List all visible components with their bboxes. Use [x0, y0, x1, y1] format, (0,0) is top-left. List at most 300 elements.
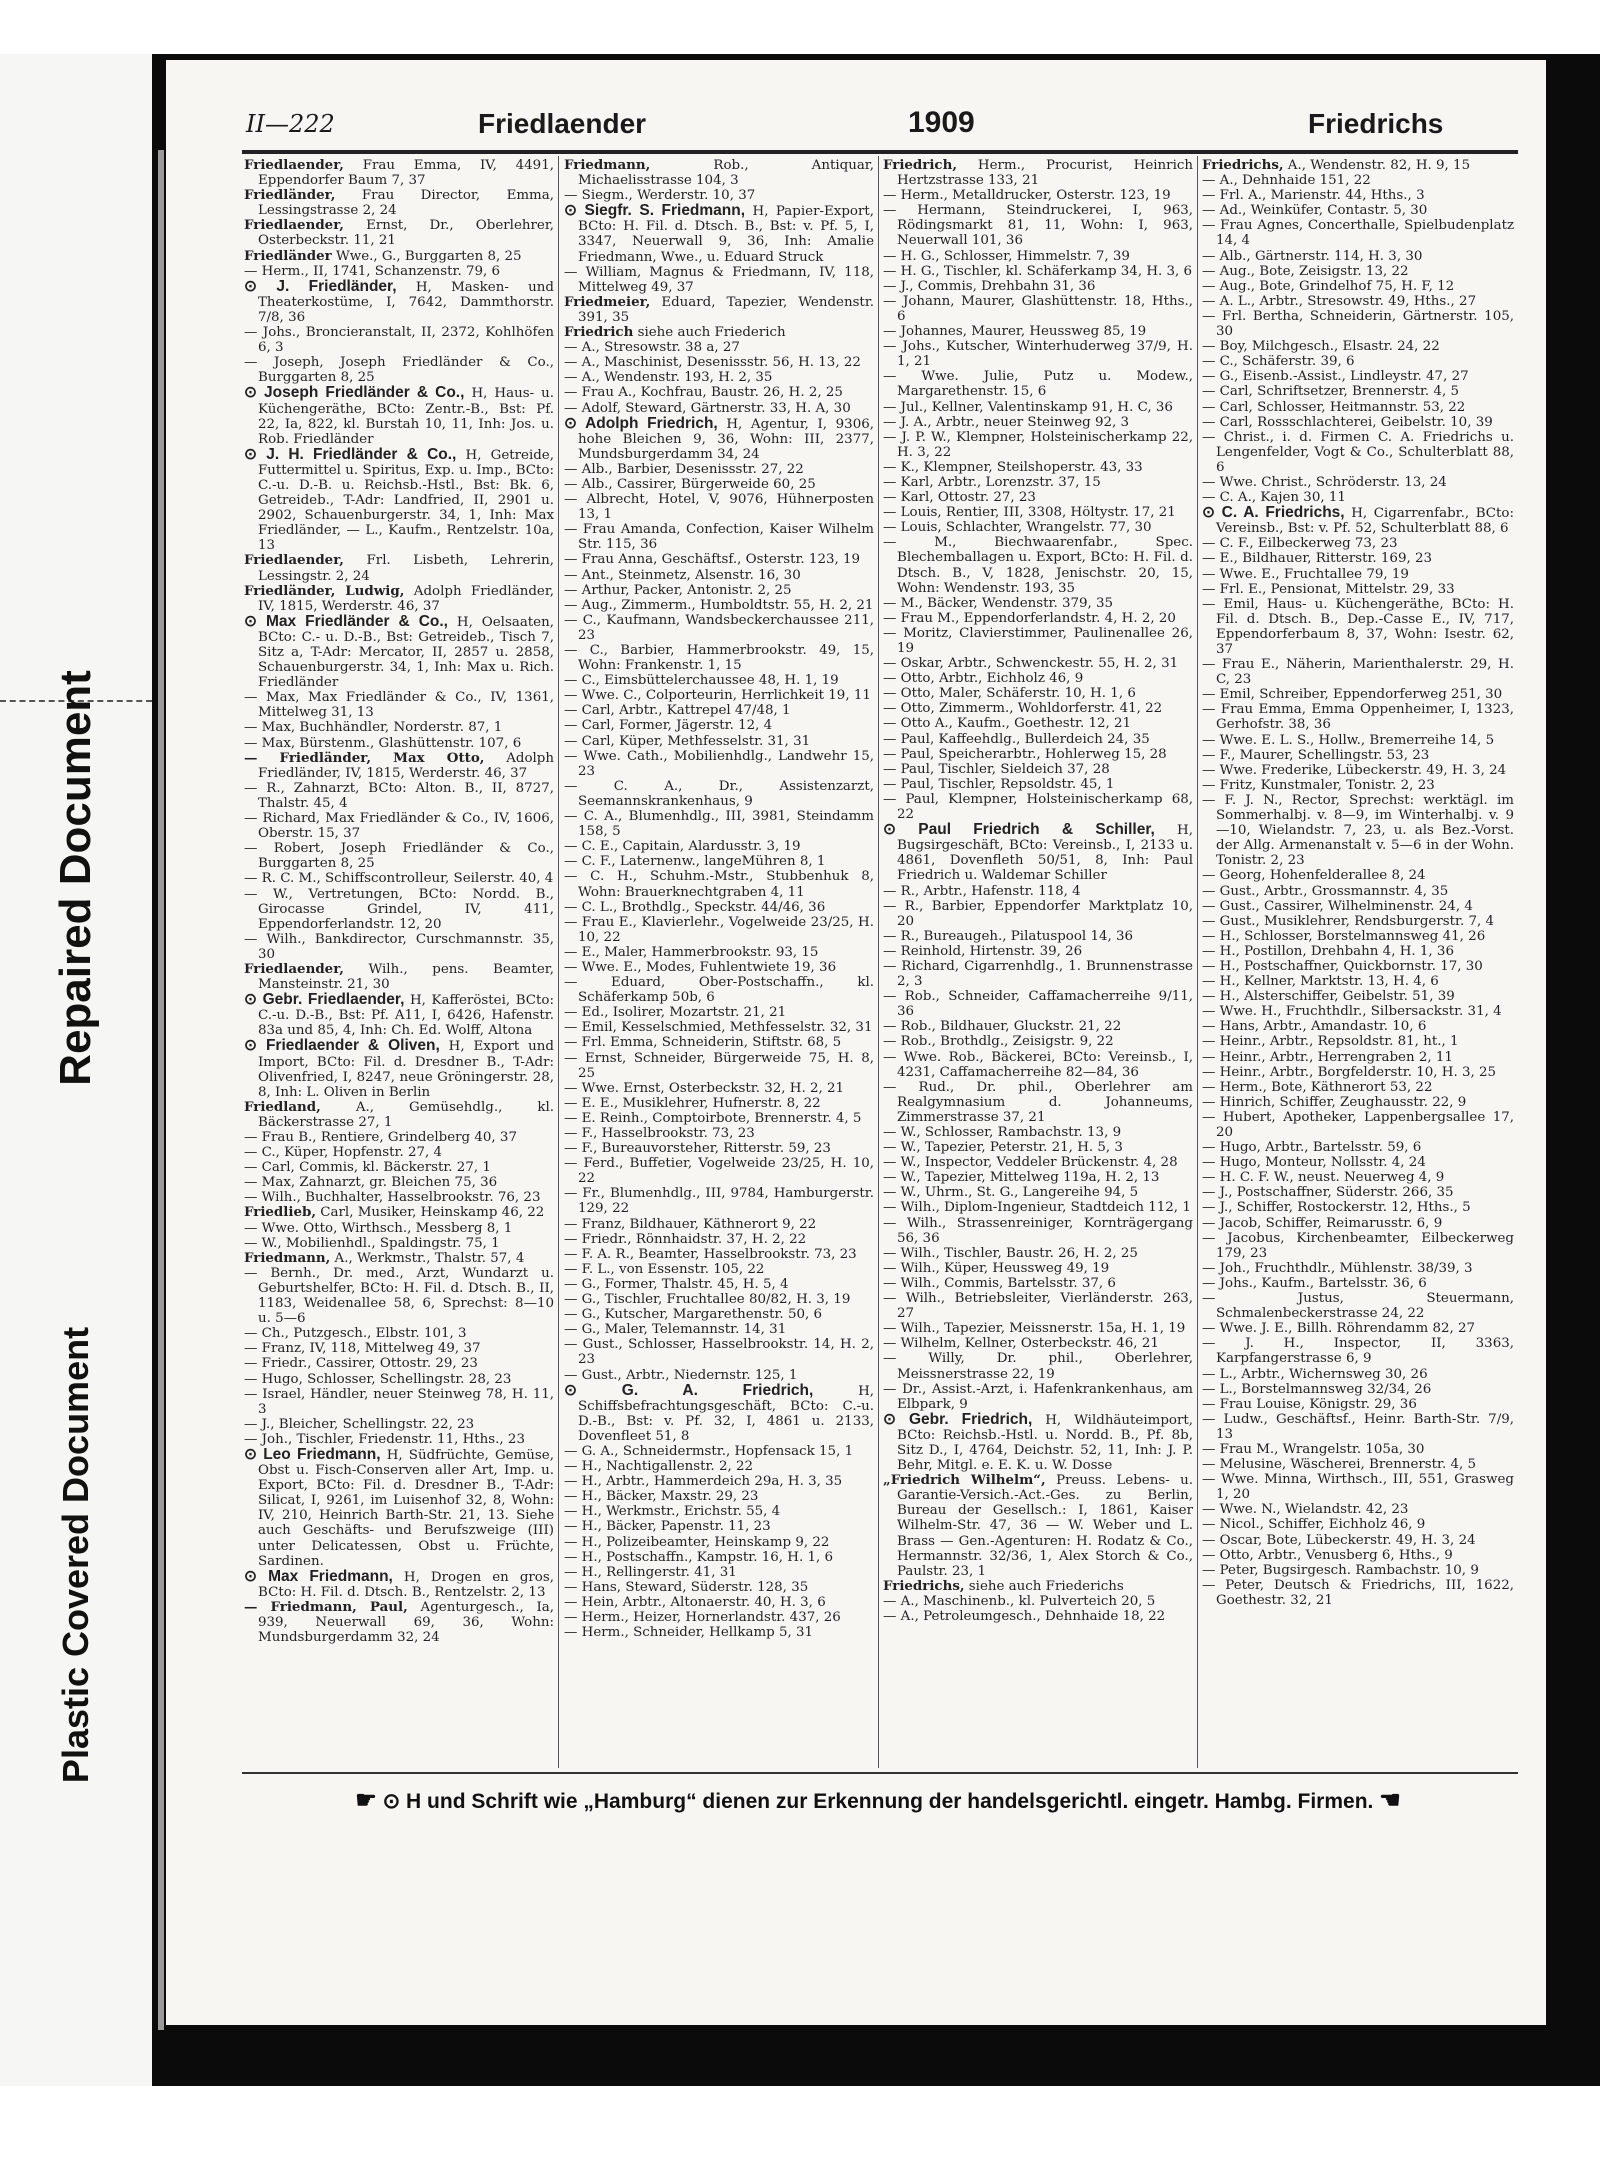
- entry-text: — Wwe. H., Fruchthdlr., Silbersackstr. 31, 4: [1202, 1004, 1502, 1020]
- entry-text: — F. J. N., Rector, Sprechst: werktägl. im Sommerhalbj. v. 8—9, im Winterhalbj. v. 9—10, Wielandstr. 7, 23, u. als Bez.-Vorst. der Allg. Armenanstalt v. 5—6 in der Wohn. Tonistr. 2, 23: [1202, 792, 1514, 869]
- entry-text: — Jacobus, Kirchenbeamter, Eilbeckerweg 179, 23: [1202, 1230, 1514, 1261]
- directory-entry: [883, 203, 1193, 248]
- entry-name: Friedrich: [564, 324, 634, 341]
- entry-text: — Gust., Musiklehrer, Rendsburgerstr. 7, 4: [1202, 913, 1495, 929]
- directory-entry: [883, 626, 1193, 656]
- directory-entry: [883, 989, 1193, 1019]
- entry-text: — C. L., Brothdlg., Speckstr. 44/46, 36: [564, 899, 826, 915]
- directory-entry: [1202, 339, 1514, 354]
- directory-entry: [244, 1175, 554, 1190]
- directory-entry: [883, 1609, 1193, 1624]
- entry-text: A., Werkmstr., Thalstr. 57, 4: [334, 1250, 525, 1266]
- entry-text: — Nicol., Schiffer, Eichholz 46, 9: [1202, 1517, 1426, 1533]
- entry-text: H, Drogen en gros, BCto: H. Fil. d. Dtsch. B., Rentzelstr. 2, 13: [258, 1569, 554, 1600]
- directory-entry: [1202, 1367, 1514, 1382]
- directory-entry: [564, 1005, 874, 1020]
- directory-entry: [564, 295, 874, 325]
- entry-text: — F., Hasselbrookstr. 73, 23: [564, 1126, 755, 1141]
- entry-name: Friedlieb,: [244, 1204, 317, 1221]
- entry-name: ⊙ Siegfr. S. Friedmann,: [564, 202, 746, 220]
- entry-text: — Aug., Bote, Grindelhof 75, H. F, 12: [1202, 278, 1455, 294]
- entry-text: — Wwe. E., Modes, Fuhlentwiete 19, 36: [564, 959, 837, 975]
- directory-entry: [883, 264, 1193, 279]
- entry-text: — H., Rellingerstr. 41, 31: [564, 1564, 737, 1580]
- directory-entry: [244, 1236, 554, 1251]
- directory-entry: [564, 385, 874, 400]
- entry-text: — Frau A., Kochfrau, Baustr. 26, H. 2, 25: [564, 385, 843, 401]
- directory-entry: [564, 1535, 874, 1550]
- entry-text: — C. H., Schuhm.-Mstr., Stubbenhuk 8, Wohn: Brauerknechtgraben 4, 11: [564, 869, 874, 900]
- directory-entry: [1202, 1472, 1514, 1502]
- entry-text: — Bernh., Dr. med., Arzt, Wundarzt u. Geburtshelfer, BCto: H. Fil. d. Dtsch. B., II, 1183, Weidenallee 58, 6, Sprechst: 8—10 u. 5—6: [244, 1265, 554, 1327]
- entry-text: — K., Klempner, Steilshoperstr. 43, 33: [883, 459, 1143, 475]
- entry-text: — H. G., Schlosser, Himmelstr. 7, 39: [883, 248, 1130, 264]
- directory-entry: [244, 1190, 554, 1205]
- directory-entry: [883, 1261, 1193, 1276]
- directory-entry: [1202, 1548, 1514, 1563]
- header-first-name: Friedlaender: [478, 108, 647, 139]
- column-3: [883, 158, 1193, 1768]
- directory-entry: [564, 1519, 874, 1534]
- directory-entry: [564, 1247, 874, 1262]
- directory-entry: [1202, 551, 1514, 566]
- directory-entry: [883, 369, 1193, 399]
- directory-entry: [1202, 536, 1514, 551]
- directory-entry: [1202, 354, 1514, 369]
- entry-text: — C., Schäferstr. 39, 6: [1202, 354, 1355, 370]
- directory-entry: [883, 822, 1193, 883]
- entry-text: Wwe., G., Burggarten 8, 25: [336, 248, 522, 264]
- entry-name: ⊙ Max Friedländer & Co.,: [244, 612, 448, 630]
- entry-text: — Alb., Cassirer, Bürgerweide 60, 25: [564, 476, 816, 492]
- entry-name: „Friedrich Wilhelm“,: [883, 1472, 1046, 1489]
- entry-text: — Carl, Schriftsetzer, Brennerstr. 4, 5: [1202, 384, 1459, 400]
- directory-entry: [883, 732, 1193, 747]
- entry-name: Friedmeier,: [564, 293, 651, 310]
- entry-text: — H., Bäcker, Papenstr. 11, 23: [564, 1519, 771, 1535]
- entry-text: — F. A. R., Beamter, Hasselbrookstr. 73, 23: [564, 1246, 857, 1262]
- directory-entry: [244, 751, 554, 781]
- entry-text: — Frl. E., Pensionat, Mittelstr. 29, 33: [1202, 581, 1455, 597]
- entry-text: — Alb., Gärtnerstr. 114, H. 3, 30: [1202, 248, 1423, 264]
- entry-text: — Frau Louise, Königstr. 29, 36: [1202, 1396, 1417, 1412]
- directory-entry: [1202, 1517, 1514, 1532]
- entry-text: — Oskar, Arbtr., Schwenckestr. 55, H. 2, 31: [883, 656, 1179, 672]
- entry-text: — E., Bildhauer, Ritterstr. 169, 23: [1202, 551, 1433, 567]
- directory-entry: [1202, 1336, 1514, 1366]
- entry-name: ⊙ Joseph Friedländer & Co.,: [244, 384, 465, 402]
- directory-entry: [1202, 1065, 1514, 1080]
- directory-entry: [564, 960, 874, 975]
- column-divider: [878, 156, 879, 1768]
- directory-entry: [244, 325, 554, 355]
- entry-text: — Rob., Brothdlg., Zeisigstr. 9, 22: [883, 1034, 1114, 1050]
- entry-name: Friedrich,: [883, 158, 957, 173]
- entry-text: — Hugo, Arbtr., Bartelsstr. 59, 6: [1202, 1140, 1422, 1156]
- entry-text: — Moritz, Clavierstimmer, Paulinenallee 26, 19: [883, 625, 1193, 656]
- entry-text: — E., Maler, Hammerbrookstr. 93, 15: [564, 944, 819, 960]
- entry-text: — Herm., Heizer, Hornerlandstr. 437, 26: [564, 1610, 841, 1625]
- entry-text: — Peter, Deutsch & Friedrichs, III, 1622, Goethestr. 32, 21: [1202, 1577, 1514, 1608]
- directory-entry: [244, 1387, 554, 1417]
- directory-entry: [883, 656, 1193, 671]
- directory-entry: [883, 671, 1193, 686]
- directory-entry: [564, 839, 874, 854]
- directory-entry: [564, 265, 874, 295]
- entry-text: — C. A., Blumenhdlg., III, 3981, Steindamm 158, 5: [564, 809, 874, 840]
- entry-text: — J., Schiffer, Rostockerstr. 12, Hths., 5: [1202, 1200, 1471, 1216]
- entry-text: — Aug., Zimmerm., Humboldtstr. 55, H. 2, 21: [564, 597, 874, 613]
- entry-text: — M., Bäcker, Wendenstr. 379, 35: [883, 595, 1114, 611]
- entry-text: — G. A., Schneidermstr., Hopfensack 15, 1: [564, 1443, 854, 1459]
- repaired-document-label: Repaired Document: [51, 670, 100, 1086]
- directory-entry: [1202, 1200, 1514, 1215]
- directory-entry: [883, 944, 1193, 959]
- directory-entry: [1202, 1110, 1514, 1140]
- entry-text: — Wwe. Otto, Wirthsch., Messberg 8, 1: [244, 1220, 513, 1236]
- entry-text: — Karl, Ottostr. 27, 23: [883, 490, 1036, 506]
- directory-entry: [1202, 597, 1514, 657]
- entry-name: ⊙ Gebr. Friedlaender,: [244, 991, 405, 1009]
- directory-entry: [1202, 490, 1514, 505]
- entry-text: — Ernst, Schneider, Bürgerweide 75, H. 8, 25: [564, 1050, 874, 1081]
- directory-entry: [883, 1473, 1193, 1579]
- page-number: II—222: [246, 110, 335, 138]
- directory-entry: [564, 1217, 874, 1232]
- directory-entry: [564, 492, 874, 522]
- entry-text: — Melusine, Wäscherei, Brennerstr. 4, 5: [1202, 1457, 1477, 1473]
- directory-entry: [564, 1277, 874, 1292]
- entry-text: — J., Postschaffner, Süderstr. 266, 35: [1202, 1185, 1454, 1201]
- column-divider: [1197, 156, 1198, 1768]
- directory-entry: [883, 1200, 1193, 1215]
- directory-entry: [564, 1156, 874, 1186]
- directory-entry: [883, 762, 1193, 777]
- directory-entry: [883, 899, 1193, 929]
- directory-entry: [883, 339, 1193, 369]
- directory-entry: [1202, 1442, 1514, 1457]
- entry-text: — G., Maler, Telemannstr. 14, 31: [564, 1322, 787, 1338]
- directory-entry: [1202, 415, 1514, 430]
- directory-entry: [564, 203, 874, 264]
- entry-text: — Wilh., Betriebsleiter, Vierländerstr. 263, 27: [883, 1291, 1193, 1322]
- directory-entry: [1202, 1578, 1514, 1608]
- entry-text: H, Wildhäuteimport, BCto: Reichsb.-Hstl. u. Nordd. B., Pf. 8b, Sitz D., I, 4764, Deichstr. 52, 11, Inh: J. P. Behr, Mitgl. e. E. K. u. W. Dosse: [897, 1412, 1193, 1474]
- directory-entry: [244, 355, 554, 385]
- directory-entry: [564, 1126, 874, 1141]
- directory-entry: [1202, 959, 1514, 974]
- directory-entry: [244, 736, 554, 751]
- directory-entry: [1202, 294, 1514, 309]
- directory-entry: [564, 1610, 874, 1625]
- entry-text: Frl. Lisbeth, Lehrerin, Lessingstr. 2, 24: [258, 553, 554, 584]
- directory-entry: [883, 792, 1193, 822]
- entry-text: — E. E., Musiklehrer, Hufnerstr. 8, 22: [564, 1095, 821, 1111]
- entry-text: — Johannes, Maurer, Heussweg 85, 19: [883, 324, 1147, 340]
- entry-text: — Paul, Kaffeehdlg., Bullerdeich 24, 35: [883, 731, 1150, 747]
- entry-text: — Otto, Zimmerm., Wohldorferstr. 41, 22: [883, 701, 1163, 717]
- directory-entry: [564, 718, 874, 733]
- header-last-name: Friedrichs: [1308, 108, 1444, 139]
- directory-entry: [564, 462, 874, 477]
- entry-text: — G., Tischler, Fruchtallee 80/82, H. 3, 19: [564, 1292, 851, 1308]
- directory-entry: [564, 1459, 874, 1474]
- entry-name: ⊙ J. Friedländer,: [244, 277, 397, 295]
- directory-entry: [244, 1600, 554, 1645]
- entry-text: Wilh., pens. Beamter, Mansteinstr. 21, 30: [258, 961, 554, 993]
- directory-entry: [883, 430, 1193, 460]
- directory-entry: [564, 809, 874, 839]
- entry-text: — Wwe. Julie, Putz u. Modew., Margarethenstr. 15, 6: [883, 369, 1193, 400]
- directory-entry: [564, 1262, 874, 1277]
- entry-text: — W., Vertretungen, BCto: Nordd. B., Girocasse Grindel, IV, 411, Eppendorferlandstr. 12, 20: [244, 886, 554, 932]
- entry-text: — Gust., Arbtr., Niedernstr. 125, 1: [564, 1367, 798, 1383]
- entry-text: — Joh., Tischler, Friedenstr. 11, Hths., 23: [244, 1431, 525, 1447]
- entry-text: — Georg, Hohenfelderallee 8, 24: [1202, 868, 1426, 884]
- entry-text: — Emil, Haus- u. Küchengeräthe, BCto: H. Fil. d. Dtsch. B., Dep.-Casse E., IV, 717, Eppendorferbaum 8, 37, Wohn: Isestr. 62, 37: [1202, 596, 1514, 657]
- entry-text: — Fr., Blumenhdlg., III, 9784, Hamburgerstr. 129, 22: [564, 1186, 874, 1217]
- entry-text: — Alb., Barbier, Desenissstr. 27, 22: [564, 461, 804, 477]
- directory-entry: [244, 1160, 554, 1175]
- directory-entry: [1202, 475, 1514, 490]
- entry-text: — H., Polizeibeamter, Heinskamp 9, 22: [564, 1534, 830, 1550]
- entry-text: — H., Nachtigallenstr. 2, 22: [564, 1459, 754, 1475]
- entry-text: — R. C. M., Schiffscontrolleur, Seilerstr. 40, 4: [244, 871, 554, 887]
- directory-entry: [1202, 884, 1514, 899]
- directory-entry: [564, 1383, 874, 1444]
- entry-text: — R., Zahnarzt, BCto: Alton. B., II, 8727, Thalstr. 45, 4: [244, 780, 554, 811]
- entry-text: — W., Mobilienhdl., Spaldingstr. 75, 1: [244, 1235, 500, 1251]
- entry-text: Preuss. Lebens- u. Garantie-Versich.-Act.-Ges. zu Berlin, Bureau der Gesellsch.: I, 1861, Kaiser Wilhelm-Str. 47, 36 — W. Weber und L. Brass — Gen.-Agenturen: H. Rodatz & Co., Hermannstr. 32/36, 1, Alex Storch & Co., Paulstr. 23, 1: [897, 1473, 1193, 1579]
- directory-entry: [564, 1186, 874, 1216]
- directory-entry: [564, 416, 874, 462]
- directory-entry: [564, 734, 874, 749]
- entry-text: — C. F., Eilbeckerweg 73, 23: [1202, 536, 1398, 552]
- directory-entry: [1202, 1321, 1514, 1336]
- entry-text: — M., Biechwaarenfabr., Spec. Blechemballagen u. Export, BCto: H. Fil. d. Dtsch. B., V, 1828, Jenischstr. 20, 15, Wohn: Wendenstr. 193, 35: [883, 535, 1193, 596]
- directory-entry: [1202, 1533, 1514, 1548]
- pointing-hand-icon: ☛: [355, 1787, 377, 1814]
- entry-text: — Frl. Emma, Schneiderin, Stiftstr. 68, 5: [564, 1035, 842, 1051]
- entry-text: — Johs., Kaufm., Bartelsstr. 36, 6: [1202, 1275, 1427, 1291]
- entry-text: Ernst, Dr., Oberlehrer, Osterbeckstr. 11, 21: [258, 218, 554, 249]
- directory-entry: [883, 596, 1193, 611]
- entry-text: Agenturgesch., Ia, 939, Neuerwall 69, 36, Wohn: Mundsburgerdamm 32, 24: [258, 1599, 554, 1646]
- entry-text: Rob., Antiquar, Michaelisstrasse 104, 3: [578, 158, 874, 189]
- entry-text: — Rob., Schneider, Caffamacherreihe 9/11, 36: [883, 989, 1193, 1020]
- entry-text: — Hugo, Schlosser, Schellingstr. 28, 23: [244, 1371, 512, 1387]
- entry-text: — Frau Agnes, Concerthalle, Spielbudenplatz 14, 4: [1202, 218, 1514, 249]
- directory-entry: [564, 355, 874, 370]
- entry-text: — Frau E., Klavierlehr., Vogelweide 23/25, H. 10, 22: [564, 914, 874, 945]
- entry-text: — Hugo, Monteur, Nollsstr. 4, 24: [1202, 1155, 1426, 1171]
- entry-text: — Karl, Arbtr., Lorenzstr. 37, 15: [883, 474, 1101, 490]
- directory-entry: [883, 1246, 1193, 1261]
- directory-entry: [883, 324, 1193, 339]
- directory-entry: [1202, 687, 1514, 702]
- directory-entry: [1202, 1080, 1514, 1095]
- entry-text: — C. E., Capitain, Alardusstr. 3, 19: [564, 839, 801, 855]
- entry-text: — Johs., Kutscher, Winterhuderweg 37/9, H. 1, 21: [883, 339, 1193, 370]
- entry-text: — F., Maurer, Schellingstr. 53, 23: [1202, 747, 1430, 763]
- directory-entry: [244, 1221, 554, 1236]
- directory-entry: [564, 703, 874, 718]
- entry-text: — Ch., Putzgesch., Elbstr. 101, 3: [244, 1326, 467, 1342]
- entry-text: — Ad., Weinküfer, Contastr. 5, 30: [1202, 203, 1428, 219]
- directory-entry: [883, 535, 1193, 595]
- entry-text: — Frau E., Näherin, Marienthalerstr. 29, H. C, 23: [1202, 657, 1514, 688]
- entry-text: — Christ., i. d. Firmen C. A. Friedrichs u. Lengenfelder, Vogt & Co., Schulterblatt 88, 6: [1202, 429, 1514, 475]
- directory-entry: [883, 686, 1193, 701]
- entry-text: — Paul, Klempner, Holsteinischerkamp 68, 22: [883, 791, 1193, 823]
- entry-text: — Reinhold, Hirtenstr. 39, 26: [883, 943, 1083, 959]
- directory-entry: [564, 522, 874, 552]
- directory-entry: [244, 690, 554, 720]
- directory-entry: [564, 1035, 874, 1050]
- entry-text: — Aug., Bote, Zeisigstr. 13, 22: [1202, 263, 1409, 279]
- entry-text: — Frl. Bertha, Schneiderin, Gärtnerstr. 105, 30: [1202, 308, 1514, 340]
- directory-entry: [1202, 369, 1514, 384]
- directory-entry: [883, 1579, 1193, 1594]
- entry-name: ⊙ Adolph Friedrich,: [564, 414, 718, 432]
- entry-name: ⊙ G. A. Friedrich,: [564, 1381, 814, 1399]
- directory-entry: [883, 716, 1193, 731]
- entry-name: ⊙ Gebr. Friedrich,: [883, 1410, 1033, 1428]
- entry-name: Friedmann,: [244, 1249, 331, 1266]
- entry-text: — Carl, Arbtr., Kattrepel 47/48, 1: [564, 703, 791, 719]
- entry-name: Friedrichs,: [1202, 158, 1284, 173]
- directory-entry: [564, 1504, 874, 1519]
- entry-text: Herm., Procurist, Heinrich Hertzstrasse 133, 21: [897, 158, 1193, 189]
- directory-entry: [564, 643, 874, 673]
- entry-text: — Frau Amanda, Confection, Kaiser Wilhelm Str. 115, 36: [564, 522, 874, 553]
- entry-name: ⊙ Max Friedmann,: [244, 1567, 393, 1585]
- directory-entry: [1202, 188, 1514, 203]
- directory-entry: [1202, 1397, 1514, 1412]
- entry-text: — Ant., Steinmetz, Alsenstr. 16, 30: [564, 567, 801, 583]
- directory-entry: [1202, 778, 1514, 793]
- entry-text: — W., Schlosser, Rambachstr. 13, 9: [883, 1125, 1122, 1140]
- directory-entry: [244, 781, 554, 811]
- directory-entry: [244, 614, 554, 690]
- entry-name: ⊙ Leo Friedmann,: [244, 1445, 381, 1463]
- entry-text: — Ludw., Geschäftsf., Heinr. Barth-Str. 7/9, 13: [1202, 1411, 1514, 1442]
- entry-text: Adolph Friedländer, IV, 1815, Werderstr. 46, 37: [258, 750, 554, 781]
- directory-entry: [244, 218, 554, 248]
- entry-text: — Max, Bürstenm., Glashüttenstr. 107, 6: [244, 735, 522, 751]
- directory-entry: [1202, 173, 1514, 188]
- entry-text: — F., Bureauvorsteher, Ritterstr. 59, 23: [564, 1141, 831, 1157]
- directory-entry: [1202, 657, 1514, 687]
- entry-text: — Frau Anna, Geschäftsf., Osterstr. 123, 19: [564, 552, 861, 568]
- entry-text: — Rud., Dr. phil., Oberlehrer am Realgymnasium d. Johanneums, Zimmerstrasse 37, 21: [883, 1079, 1193, 1125]
- entry-text: — Carl, Former, Jägerstr. 12, 4: [564, 718, 773, 734]
- directory-entry: [1202, 763, 1514, 778]
- directory-entry: [883, 294, 1193, 324]
- entry-text: siehe auch Friederichs: [968, 1578, 1124, 1594]
- entry-text: H, Cigarrenfabr., BCto: Vereinsb., Bst: v. Pf. 52, Schulterblatt 88, 6: [1216, 506, 1514, 537]
- entry-text: — Wwe. Minna, Wirthsch., III, 551, Grasweg 1, 20: [1202, 1472, 1514, 1503]
- entry-text: — Arthur, Packer, Antonistr. 2, 25: [564, 582, 792, 598]
- directory-entry: [564, 975, 874, 1005]
- entry-text: — Johann, Maurer, Glashüttenstr. 18, Hths., 6: [883, 293, 1193, 324]
- directory-entry: [1202, 1019, 1514, 1034]
- directory-entry: [244, 932, 554, 962]
- entry-text: — Richard, Max Friedländer & Co., IV, 1606, Oberstr. 15, 37: [244, 811, 554, 842]
- directory-entry: [564, 749, 874, 779]
- entry-name: Friedlaender,: [244, 552, 344, 569]
- entry-text: — Wwe. Rob., Bäckerei, BCto: Vereinsb., I, 4231, Caffamacherreihe 82—84, 36: [883, 1049, 1193, 1080]
- directory-entry: [564, 869, 874, 899]
- directory-entry: [1202, 1095, 1514, 1110]
- entry-text: H, Getreide, Futtermittel u. Spiritus, Exp. u. Imp., BCto: C.-u. D.-B. u. Reichsb.-Hstl., Bst: Bk. 6, Getreideb., T-Adr: Landfried, II, 2901 u. 2902, Schauenburgerstr. 34, 1, Inh: Max Friedländer, — L., Kaufm., Rentzelstr. 10a, 13: [258, 447, 554, 554]
- directory-entry: [244, 1372, 554, 1387]
- entry-text: — H., Bäcker, Maxstr. 29, 23: [564, 1489, 759, 1505]
- entry-text: — W., Tapezier, Mittelweg 119a, H. 2, 13: [883, 1170, 1160, 1186]
- entry-text: — W., Inspector, Veddeler Brückenstr. 4, 28: [883, 1155, 1178, 1171]
- entry-text: — Boy, Milchgesch., Elsastr. 24, 22: [1202, 339, 1440, 355]
- directory-entry: [564, 188, 874, 203]
- entry-text: — William, Magnus & Friedmann, IV, 118, Mittelweg 49, 37: [564, 264, 874, 295]
- page-edge-strip: [158, 150, 164, 2030]
- entry-text: — Max, Zahnarzt, gr. Bleichen 75, 36: [244, 1175, 498, 1191]
- entry-text: — Otto, Arbtr., Venusberg 6, Hths., 9: [1202, 1547, 1453, 1563]
- directory-entry: [564, 1051, 874, 1081]
- directory-entry: [244, 811, 554, 841]
- directory-entry: [564, 1474, 874, 1489]
- entry-text: — Wilhelm, Kellner, Osterbeckstr. 46, 21: [883, 1336, 1159, 1352]
- directory-entry: [564, 1337, 874, 1367]
- directory-entry: [1202, 1170, 1514, 1185]
- directory-entry: [244, 249, 554, 264]
- directory-entry: [564, 477, 874, 492]
- directory-entry: [1202, 505, 1514, 536]
- entry-text: — H. C. F. W., neust. Neuerweg 4, 9: [1202, 1170, 1445, 1186]
- directory-entry: [244, 447, 554, 554]
- entry-text: — Hein, Arbtr., Altonaerstr. 40, H. 3, 6: [564, 1594, 826, 1610]
- directory-entry: [1202, 974, 1514, 989]
- directory-entry: [883, 1050, 1193, 1080]
- entry-text: — W., Tapezier, Peterstr. 21, H. 5, 3: [883, 1140, 1123, 1156]
- entry-text: — H., Alsterschiffer, Geibelstr. 51, 39: [1202, 989, 1455, 1005]
- entry-text: — Frau M., Wrangelstr. 105a, 30: [1202, 1441, 1425, 1457]
- directory-entry: [883, 460, 1193, 475]
- directory-entry: [883, 1291, 1193, 1321]
- entry-text: — Wilh., Buchhalter, Hasselbrookstr. 76, 23: [244, 1190, 541, 1206]
- directory-entry: [883, 1594, 1193, 1609]
- directory-entry: [244, 1251, 554, 1266]
- directory-entry: [883, 747, 1193, 762]
- entry-text: — Paul, Tischler, Sieldeich 37, 28: [883, 761, 1110, 777]
- entry-text: Frau Director, Emma, Lessingstrasse 2, 24: [258, 188, 554, 219]
- directory-entry: [1202, 1034, 1514, 1049]
- entry-text: — Wilh., Tischler, Baustr. 26, H. 2, 25: [883, 1245, 1138, 1261]
- directory-entry: [883, 1412, 1193, 1473]
- directory-entry: [1202, 793, 1514, 868]
- directory-entry: [1202, 1563, 1514, 1578]
- entry-text: — Hans, Arbtr., Amandastr. 10, 6: [1202, 1019, 1427, 1035]
- directory-entry: [244, 385, 554, 446]
- directory-entry: [244, 1569, 554, 1600]
- directory-entry: [1202, 1412, 1514, 1442]
- directory-entry: [883, 1125, 1193, 1140]
- entry-text: — Willy, Dr. phil., Oberlehrer, Meissnerstrasse 22, 19: [883, 1351, 1193, 1382]
- entry-text: — Otto, Arbtr., Eichholz 46, 9: [883, 671, 1084, 687]
- directory-entry: [1202, 1140, 1514, 1155]
- footer-note: [238, 1786, 1518, 1815]
- directory-entry: [564, 1595, 874, 1610]
- entry-text: — Wilh., Diplom-Ingenieur, Stadtdeich 112, 1: [883, 1200, 1191, 1216]
